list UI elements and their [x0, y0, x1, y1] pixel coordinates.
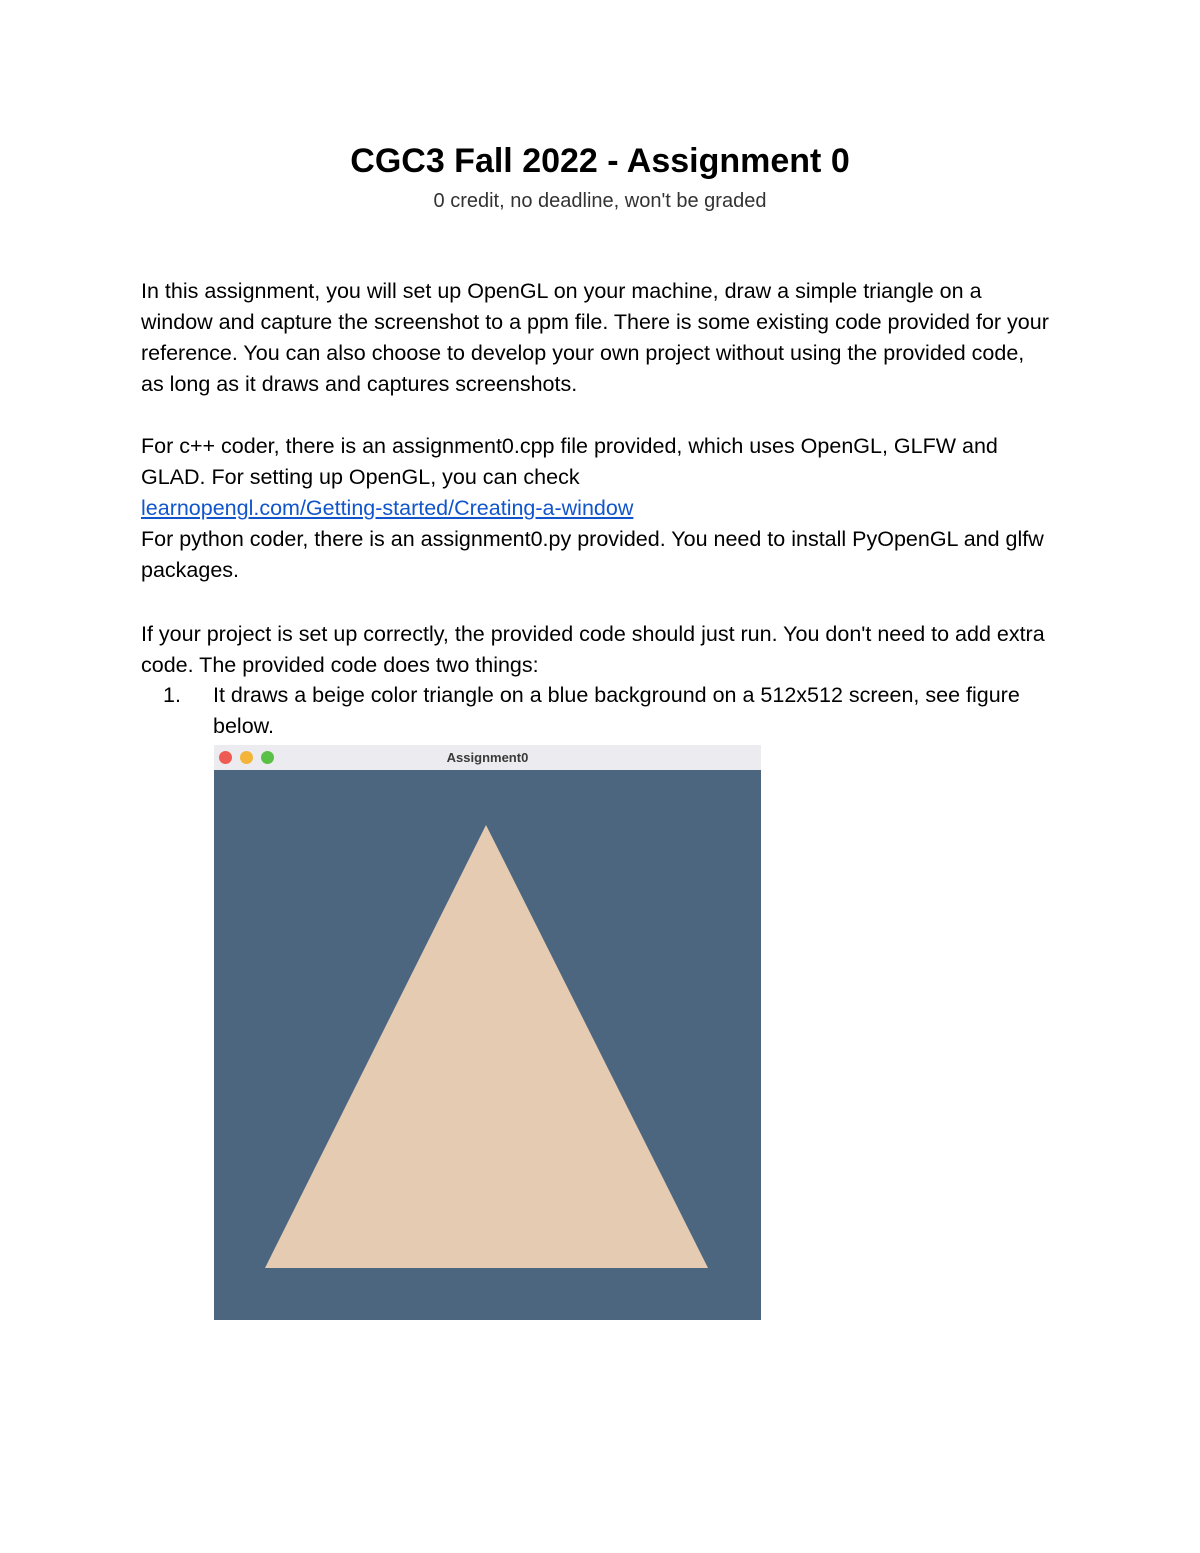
assignment-window-screenshot — [214, 745, 761, 1320]
paragraph-cpp — [141, 431, 1051, 524]
paragraph-python: For python coder, there is an assignment0.py provided. You need to install PyOpenGL and glfw packages. — [141, 527, 1044, 582]
steps-list — [141, 680, 1051, 742]
paragraph-intro: In this assignment, you will set up OpenGL on your machine, draw a simple triangle on a window and capture the screenshot to a ppm file. There is some existing code provided for your reference. You can also choose to develop your own project without using the provided code, as long as it draws and captures screenshots. — [141, 279, 1049, 396]
render-canvas — [214, 770, 761, 1320]
list-item — [141, 680, 1051, 742]
window-title: Assignment0 — [446, 750, 529, 765]
document-title: CGC3 Fall 2022 - Assignment 0 — [350, 142, 850, 180]
list-item-text: It draws a beige color triangle on a blue background on a 512x512 screen, see figure below. — [213, 683, 1020, 738]
list-marker: 1. — [163, 683, 181, 707]
paragraph-run: If your project is set up correctly, the provided code should just run. You don't need to add extra code. The provided code does two things: — [141, 622, 1045, 677]
paragraph-cpp-text: For c++ coder, there is an assignment0.cpp file provided, which uses OpenGL, GLFW and GLAD. For setting up OpenGL, you can check — [141, 434, 998, 489]
document-subtitle: 0 credit, no deadline, won't be graded — [433, 190, 767, 212]
learnopengl-link[interactable]: learnopengl.com/Getting-started/Creating-a-window — [141, 496, 634, 520]
window-titlebar — [214, 745, 761, 770]
